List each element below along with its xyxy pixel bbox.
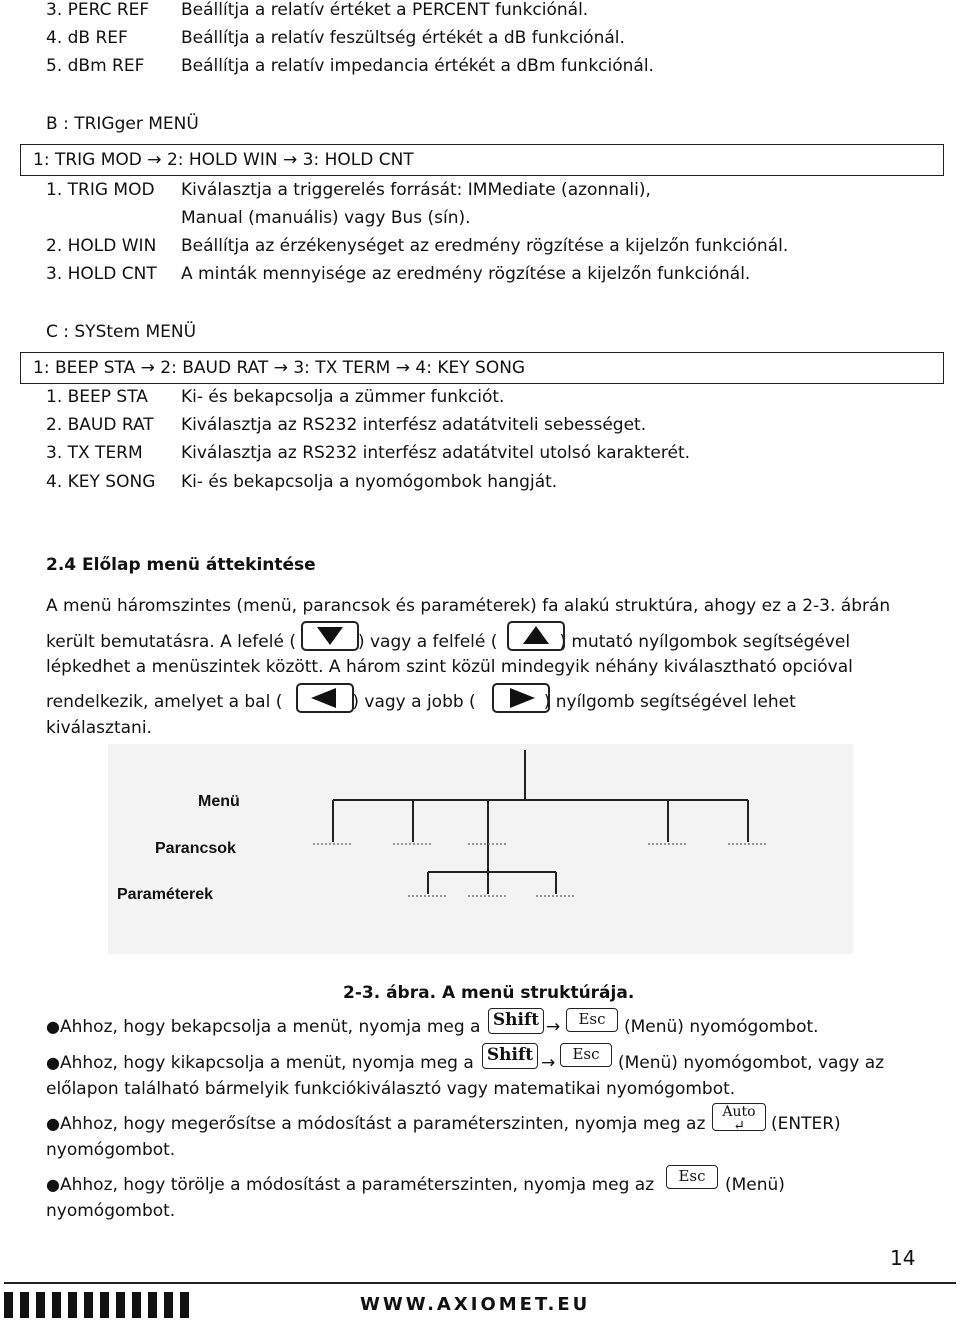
path-item: 2: HOLD WIN <box>166 150 278 170</box>
path-item: 1: BEEP STA <box>33 358 136 378</box>
bullet-line: Ahhoz, hogy megerősítse a módosítást a paraméterszinten, nyomja meg az <box>60 1114 706 1134</box>
list-item-desc: Beállítja a relatív feszültség értékét a dB funkciónál. <box>181 28 625 48</box>
right-arrow-icon: → <box>282 150 303 170</box>
shift-key: Shift <box>488 1008 544 1034</box>
text-run: rendelkezik, amelyet a bal ( <box>46 692 283 712</box>
list-item-label: 3. HOLD CNT <box>46 264 157 284</box>
bullet-line: (Menü) nyomógombot, vagy az <box>618 1053 885 1073</box>
down-triangle-icon <box>303 623 357 649</box>
list-item-desc: Ki- és bekapcsolja a nyomógombok hangját. <box>181 472 558 492</box>
right-arrow-icon: → <box>147 150 167 170</box>
page-number: 14 <box>890 1246 916 1270</box>
up-triangle-icon <box>509 623 563 649</box>
bullet-line-cont: nyomógombot. <box>46 1140 176 1160</box>
paragraph-line <box>46 632 850 652</box>
list-item-label: 4. dB REF <box>46 28 128 48</box>
bullet-line: Ahhoz, hogy törölje a módosítást a paraméterszinten, nyomja meg az <box>60 1175 655 1195</box>
bullet-line: (Menü) <box>725 1175 785 1195</box>
list-item-desc: Kiválasztja az RS232 interfész adatátvitel utolsó karakterét. <box>181 443 691 463</box>
right-arrow-icon: → <box>395 358 416 378</box>
list-item-desc-cont: Manual (manuális) vagy Bus (sín). <box>181 208 471 228</box>
section-title: 2.4 Előlap menü áttekintése <box>46 555 316 575</box>
right-triangle-icon <box>494 685 548 711</box>
footer-barcode-decoration <box>4 1292 189 1318</box>
menu-structure-diagram <box>108 744 853 954</box>
list-item-label: 2. BAUD RAT <box>46 415 154 435</box>
right-arrow-icon: → <box>140 358 161 378</box>
bullet-icon: ● <box>46 1114 60 1133</box>
bullet-line: Ahhoz, hogy bekapcsolja a menüt, nyomja meg a <box>60 1017 481 1037</box>
right-arrow-icon: → <box>273 358 294 378</box>
auto-key-label: Auto <box>722 1104 756 1120</box>
list-item-desc: Beállítja az érzékenységet az eredmény rögzítése a kijelzőn funkciónál. <box>181 236 789 256</box>
footer-divider <box>4 1282 956 1284</box>
list-item-label: 4. KEY SONG <box>46 472 156 492</box>
text-run: ) mutató nyílgombok segítségével <box>559 632 851 652</box>
system-menu-path <box>20 352 944 384</box>
list-item-label: 1. TRIG MOD <box>46 180 155 200</box>
list-item-desc: Kiválasztja a triggerelés forrását: IMMediate (azonnali), <box>181 180 651 200</box>
list-item-label: 2. HOLD WIN <box>46 236 157 256</box>
footer-website: WWW.AXIOMET.EU <box>360 1294 591 1315</box>
list-item-label: 5. dBm REF <box>46 56 145 76</box>
level-parameters-label: Paraméterek <box>117 886 214 903</box>
figure-caption: 2-3. ábra. A menü struktúrája. <box>343 983 635 1003</box>
down-arrow-key <box>301 621 359 651</box>
bullet-line: Ahhoz, hogy kikapcsolja a menüt, nyomja meg a <box>60 1053 474 1073</box>
text-run: ) vagy a felfelé ( <box>357 632 498 652</box>
path-item: 4: KEY SONG <box>415 358 526 378</box>
bullet-line-cont: előlapon található bármelyik funkciókiválasztó vagy matematikai nyomógombot. <box>46 1079 736 1099</box>
path-item: 3: TX TERM <box>293 358 391 378</box>
paragraph-line: lépkedhet a menüszintek között. A három szint közül mindegyik néhány kiválasztható opcióval <box>46 657 853 677</box>
bullet-icon: ● <box>46 1017 60 1036</box>
text-run: került bemutatásra. A lefelé ( <box>46 632 296 652</box>
list-item-label: 3. PERC REF <box>46 0 150 20</box>
list-item-label: 3. TX TERM <box>46 443 143 463</box>
list-item-desc: Beállítja a relatív impedancia értékét a dBm funkciónál. <box>181 56 654 76</box>
trig-menu-path <box>20 144 944 176</box>
path-item: 2: BAUD RAT <box>160 358 269 378</box>
paragraph-line: kiválasztani. <box>46 718 152 738</box>
paragraph-line <box>46 692 796 712</box>
enter-icon: ↵ <box>733 1118 745 1134</box>
trig-menu-heading: B : TRIGger MENÜ <box>46 114 199 134</box>
right-arrow-icon: → <box>541 1053 556 1073</box>
shift-key: Shift <box>482 1043 538 1069</box>
list-item-desc: Kiválasztja az RS232 interfész adatátviteli sebességet. <box>181 415 647 435</box>
level-menu-label: Menü <box>198 793 240 810</box>
list-item-desc: A minták mennyisége az eredmény rögzítése a kijelzőn funkciónál. <box>181 264 751 284</box>
path-item: 1: TRIG MOD <box>33 150 142 170</box>
list-item-desc: Beállítja a relatív értéket a PERCENT funkciónál. <box>181 0 589 20</box>
text-run: ) nyílgomb segítségével lehet <box>543 692 796 712</box>
left-arrow-key <box>296 683 354 713</box>
right-arrow-icon: → <box>546 1017 561 1037</box>
esc-key: Esc <box>666 1165 718 1189</box>
bullet-icon: ● <box>46 1175 60 1194</box>
list-item-label: 1. BEEP STA <box>46 387 148 407</box>
bullet-line-cont: nyomógombot. <box>46 1201 176 1221</box>
list-item-desc: Ki- és bekapcsolja a zümmer funkciót. <box>181 387 505 407</box>
system-menu-heading: C : SYStem MENÜ <box>46 322 197 342</box>
bullet-icon: ● <box>46 1053 60 1072</box>
text-run: ) vagy a jobb ( <box>352 692 476 712</box>
up-arrow-key <box>507 621 565 651</box>
esc-key: Esc <box>560 1043 612 1067</box>
bullet-line: (Menü) nyomógombot. <box>624 1017 819 1037</box>
bullet-line: (ENTER) <box>771 1114 841 1134</box>
right-arrow-key <box>492 683 550 713</box>
level-commands-label: Parancsok <box>155 840 236 857</box>
left-triangle-icon <box>298 685 352 711</box>
paragraph-line: A menü háromszintes (menü, parancsok és paraméterek) fa alakú struktúra, ahogy ez a 2-3. ábrán <box>46 596 891 616</box>
esc-key: Esc <box>566 1008 618 1032</box>
auto-enter-key <box>712 1103 766 1134</box>
path-item: 3: HOLD CNT <box>302 150 414 170</box>
